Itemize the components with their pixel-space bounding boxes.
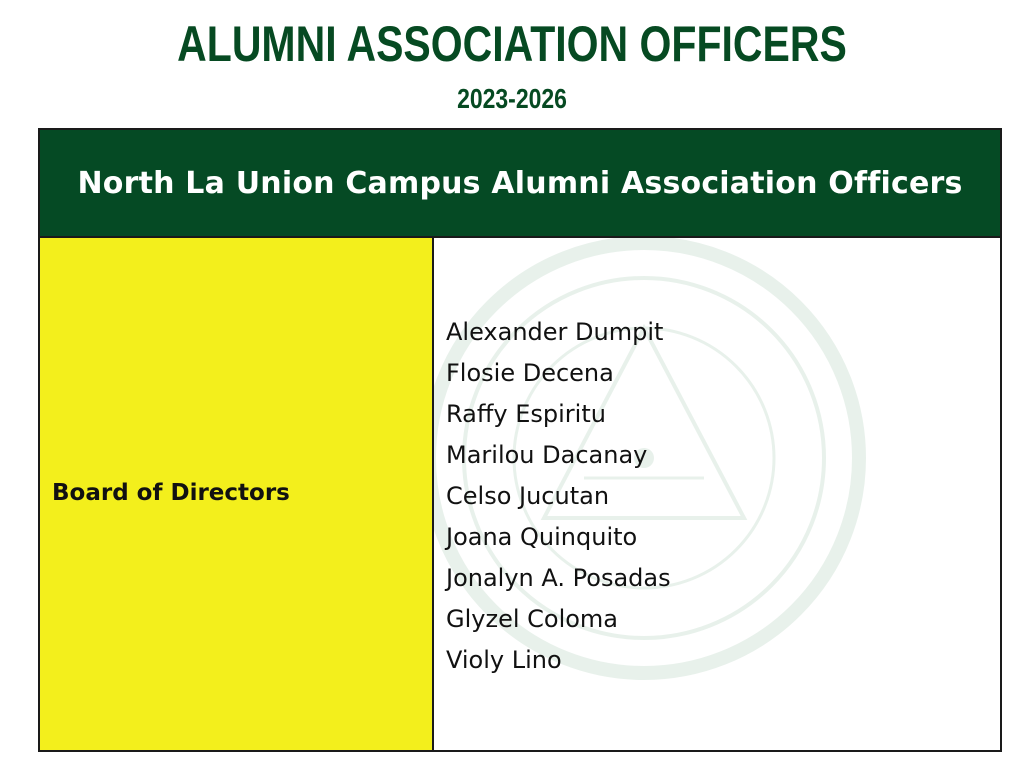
list-item: Marilou Dacanay	[446, 441, 648, 469]
director-names-list	[446, 312, 671, 681]
role-label: Board of Directors	[52, 480, 290, 506]
list-item: Glyzel Coloma	[446, 605, 619, 633]
table-header	[40, 130, 1000, 238]
page-title: ALUMNI ASSOCIATION OFFICERS	[177, 16, 847, 72]
list-item: Alexander Dumpit	[446, 318, 664, 346]
list-item: Joana Quinquito	[446, 523, 638, 551]
list-item: Raffy Espiritu	[446, 400, 606, 428]
list-item: Celso Jucutan	[446, 482, 610, 510]
officers-table	[38, 128, 1002, 752]
role-cell	[40, 238, 434, 750]
names-cell	[434, 238, 1000, 750]
list-item: Violy Lino	[446, 646, 562, 674]
list-item: Flosie Decena	[446, 359, 614, 387]
term-years: 2023-2026	[457, 83, 567, 114]
table-heading: North La Union Campus Alumni Association Officers	[77, 165, 963, 201]
list-item: Jonalyn A. Posadas	[446, 564, 671, 592]
